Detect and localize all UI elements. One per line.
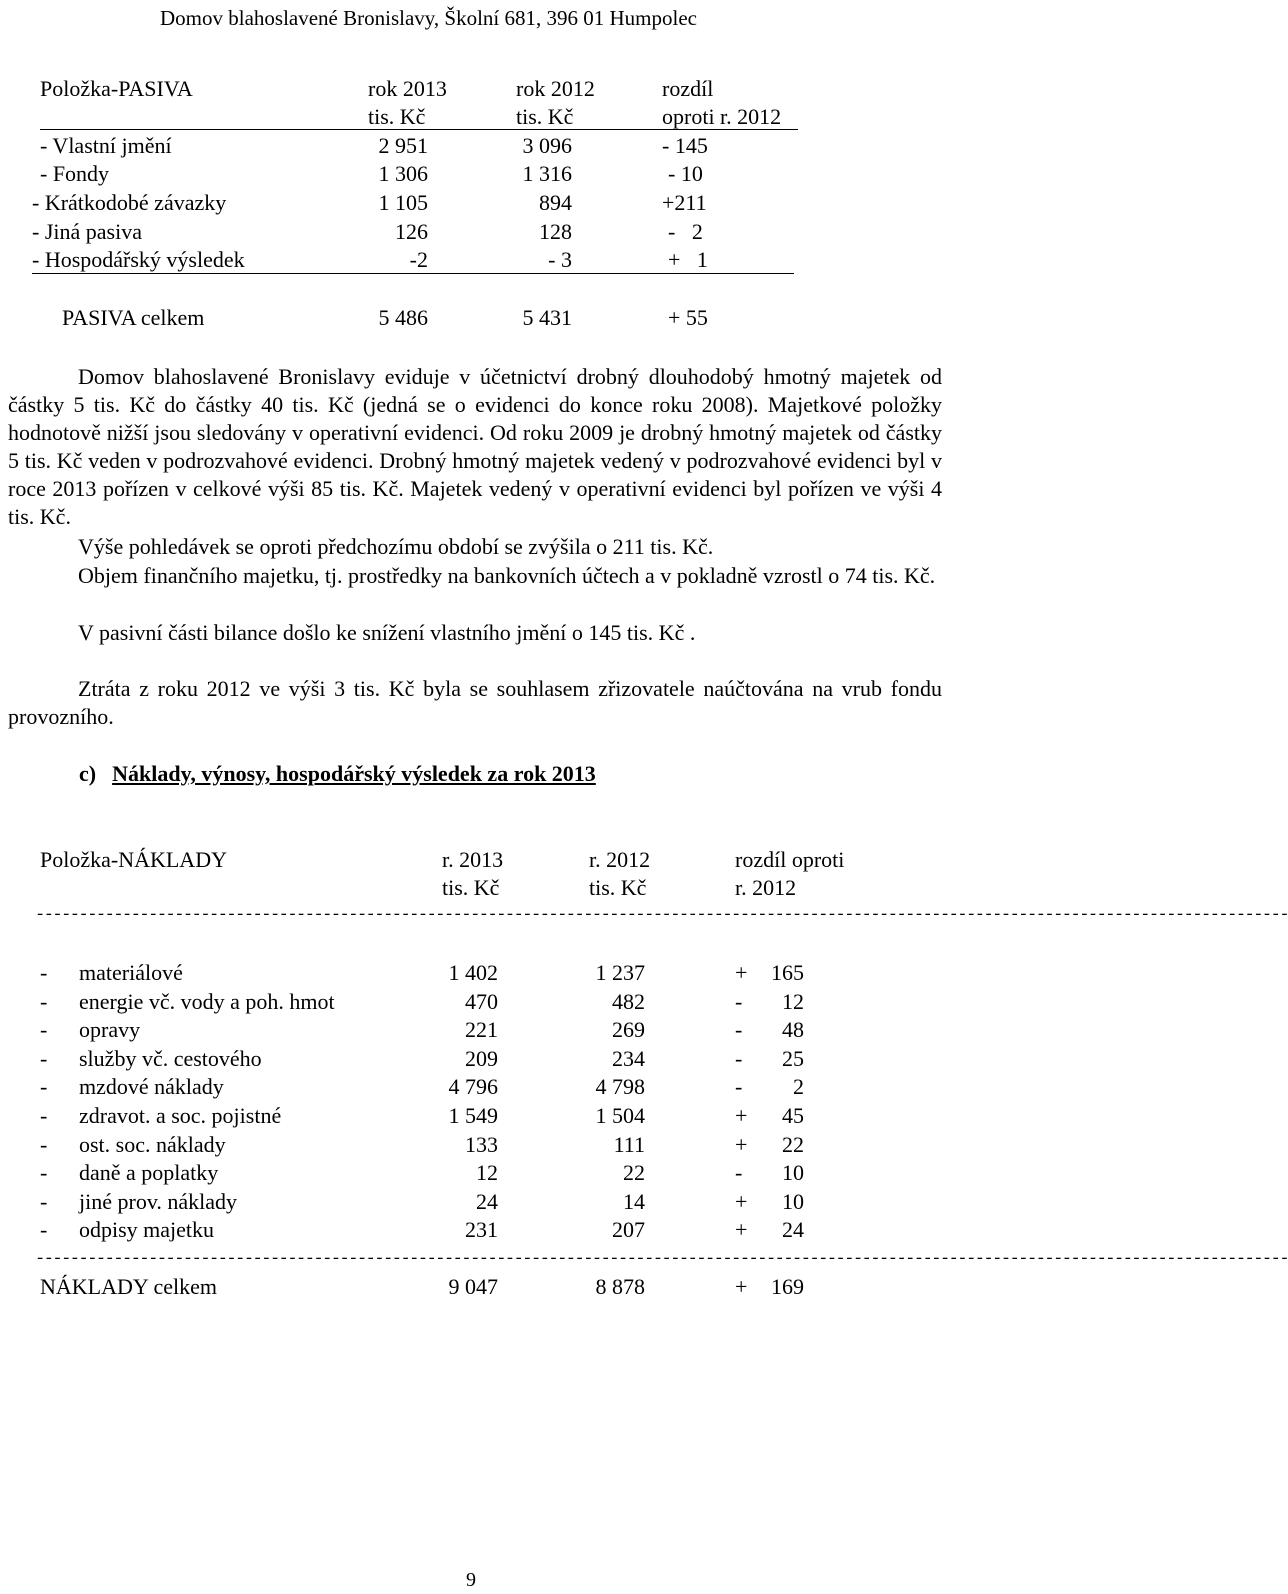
pasiva-row-2012: 894 (539, 190, 572, 215)
pasiva-row-2013: -2 (409, 247, 428, 272)
naklady-row-2012: 482 (612, 989, 645, 1014)
naklady-row-sign: + (735, 1217, 748, 1242)
pasiva-row-2013: 1 306 (378, 161, 428, 186)
section-heading: c) Náklady, výnosy, hospodářský výsledek za rok 2013 (79, 761, 596, 786)
pasiva-head-2012: rok 2012 (516, 76, 595, 101)
paragraph-drobny-majetek: Domov blahoslavené Bronislavy eviduje v účetnictví drobný dlouhodobý hmotný majetek od částky 5 tis. Kč do částky 40 tis. Kč (jedná se o evidenci do konce roku 2008). Majetkové položky hodnotově nižší jsou sledovány v operativní evidenci. Od roku 2009 je drobný hmotný majetek od částky 5 tis. Kč veden v podrozvahové evidenci. Drobný hmotný majetek vedený v podrozvahové evidenci byl v roce 2013 pořízen v celkové výši 85 tis. Kč. Majetek vedený v operativní evidenci byl pořízen ve výši 4 tis. Kč. (8, 364, 942, 529)
naklady-row-2012: 22 (623, 1160, 645, 1185)
naklady-row-2012: 111 (613, 1132, 645, 1157)
naklady-row-sign: - (735, 1017, 743, 1042)
naklady-row-label: ost. soc. náklady (79, 1132, 226, 1157)
pasiva-head-2012-unit: tis. Kč (516, 104, 574, 129)
naklady-row-2013: 1 549 (448, 1103, 498, 1128)
naklady-head-label: Položka-NÁKLADY (40, 847, 227, 872)
naklady-row-sign: + (735, 960, 748, 985)
naklady-total-sign: + (735, 1274, 748, 1299)
pasiva-row-2012: 3 096 (522, 133, 572, 158)
naklady-row-sign: - (735, 1046, 743, 1071)
pasiva-total-label: PASIVA celkem (62, 305, 205, 330)
naklady-row-label: jiné prov. náklady (79, 1189, 238, 1214)
pasiva-total-diff: + 55 (668, 305, 708, 330)
pasiva-row-2013: 2 951 (378, 133, 428, 158)
paragraph-ztrata: Ztráta z roku 2012 ve výši 3 tis. Kč byla se souhlasem zřizovatele naúčtována na vrub fondu provozního. (8, 676, 942, 729)
naklady-row-label: materiálové (79, 960, 183, 985)
naklady-row-2013: 221 (465, 1017, 498, 1042)
naklady-row-diff: 165 (771, 960, 804, 985)
naklady-row-sign: + (735, 1189, 748, 1214)
pasiva-row-label: - Vlastní jmění (40, 133, 172, 158)
pasiva-head-label: Položka-PASIVA (40, 76, 193, 101)
naklady-row-diff: 25 (782, 1046, 804, 1071)
pasiva-row-label: - Jiná pasiva (32, 219, 142, 244)
naklady-row-2013: 231 (465, 1217, 498, 1242)
naklady-row-label: odpisy majetku (79, 1217, 215, 1242)
pasiva-row-diff: - 145 (662, 133, 708, 158)
naklady-row-diff: 22 (782, 1132, 804, 1157)
naklady-row-dash: - (40, 1217, 48, 1242)
naklady-row-2012: 1 504 (595, 1103, 645, 1128)
pasiva-row-diff: + 1 (668, 247, 708, 272)
paragraph-pohledavky: Výše pohledávek se oproti předchozímu období se zvýšila o 211 tis. Kč. (78, 534, 714, 559)
pasiva-head-2013-unit: tis. Kč (368, 104, 426, 129)
naklady-row-diff: 10 (782, 1189, 804, 1214)
naklady-head-2013: r. 2013 (442, 847, 504, 872)
naklady-row-label: mzdové náklady (79, 1074, 224, 1099)
naklady-row-2013: 24 (476, 1189, 498, 1214)
naklady-row-2012: 269 (612, 1017, 645, 1042)
paragraph-vlastni-jmeni: V pasivní části bilance došlo ke snížení vlastního jmění o 145 tis. Kč . (78, 620, 696, 645)
naklady-total-2012: 8 878 (595, 1274, 645, 1299)
naklady-row-2013: 12 (476, 1160, 498, 1185)
naklady-row-2012: 1 237 (595, 960, 645, 985)
naklady-row-2013: 133 (465, 1132, 498, 1157)
naklady-row-label: energie vč. vody a poh. hmot (79, 989, 335, 1014)
naklady-row-2013: 470 (465, 989, 498, 1014)
naklady-row-dash: - (40, 1132, 48, 1157)
naklady-head-2013-unit: tis. Kč (442, 875, 500, 900)
naklady-row-sign: - (735, 1074, 743, 1099)
naklady-row-2013: 1 402 (448, 960, 498, 985)
pasiva-head-diff-sub: oproti r. 2012 (662, 104, 782, 129)
pasiva-row-2013: 126 (395, 219, 428, 244)
page-number: 9 (466, 1569, 476, 1591)
pasiva-row-label: - Hospodářský výsledek (32, 247, 245, 272)
naklady-head-2012-unit: tis. Kč (589, 875, 647, 900)
pasiva-row-label: - Fondy (40, 161, 110, 186)
naklady-dash-rule-top: ------------------------------------------------------------------------------------------------------------------------------------------------ (35, 906, 1288, 925)
naklady-row-diff: 45 (782, 1103, 804, 1128)
naklady-row-diff: 48 (782, 1017, 804, 1042)
naklady-row-2012: 234 (612, 1046, 645, 1071)
naklady-row-2012: 4 798 (595, 1074, 645, 1099)
pasiva-row-2012: 1 316 (522, 161, 572, 186)
naklady-row-2012: 207 (612, 1217, 645, 1242)
naklady-row-sign: + (735, 1132, 748, 1157)
naklady-row-diff: 12 (782, 989, 804, 1014)
pasiva-head-diff: rozdíl (662, 76, 714, 101)
pasiva-total-rule (32, 273, 794, 274)
page-header: Domov blahoslavené Bronislavy, Školní 681, 396 01 Humpolec (160, 6, 697, 30)
pasiva-total-2012: 5 431 (522, 305, 572, 330)
naklady-head-diff: rozdíl oproti (735, 847, 845, 872)
pasiva-row-2012: - 3 (548, 247, 572, 272)
naklady-row-label: zdravot. a soc. pojistné (79, 1103, 282, 1128)
pasiva-row-diff: - 2 (668, 219, 703, 244)
naklady-row-2013: 4 796 (448, 1074, 498, 1099)
pasiva-row-label: - Krátkodobé závazky (32, 190, 227, 215)
naklady-row-sign: - (735, 989, 743, 1014)
naklady-row-dash: - (40, 1103, 48, 1128)
naklady-row-dash: - (40, 1160, 48, 1185)
naklady-row-dash: - (40, 1017, 48, 1042)
naklady-row-2012: 14 (623, 1189, 645, 1214)
naklady-total-2013: 9 047 (448, 1274, 498, 1299)
pasiva-row-2013: 1 105 (378, 190, 428, 215)
naklady-dash-rule-bottom: ------------------------------------------------------------------------------------------------------------------------------------------------ (35, 1250, 1288, 1269)
naklady-row-label: služby vč. cestového (79, 1046, 262, 1071)
naklady-row-dash: - (40, 960, 48, 985)
naklady-head-diff-sub: r. 2012 (735, 875, 797, 900)
naklady-row-dash: - (40, 1074, 48, 1099)
paragraph-financni-majetek: Objem finančního majetku, tj. prostředky na bankovních účtech a v pokladně vzrostl o 74 tis. Kč. (78, 563, 936, 588)
naklady-row-dash: - (40, 1046, 48, 1071)
naklady-row-diff: 10 (782, 1160, 804, 1185)
pasiva-row-2012: 128 (539, 219, 572, 244)
naklady-row-diff: 2 (793, 1074, 804, 1099)
pasiva-head-2013: rok 2013 (368, 76, 447, 101)
naklady-row-label: opravy (79, 1017, 141, 1042)
pasiva-row-diff: +211 (662, 190, 707, 215)
naklady-head-2012: r. 2012 (589, 847, 651, 872)
pasiva-row-diff: - 10 (668, 161, 703, 186)
naklady-row-dash: - (40, 1189, 48, 1214)
naklady-row-diff: 24 (782, 1217, 804, 1242)
pasiva-total-2013: 5 486 (378, 305, 428, 330)
naklady-total-label: NÁKLADY celkem (40, 1274, 217, 1299)
naklady-total-diff: 169 (771, 1274, 804, 1299)
naklady-row-label: daně a poplatky (79, 1160, 219, 1185)
naklady-row-2013: 209 (465, 1046, 498, 1071)
naklady-row-dash: - (40, 989, 48, 1014)
pasiva-header-rule (40, 129, 798, 130)
naklady-row-sign: + (735, 1103, 748, 1128)
naklady-row-sign: - (735, 1160, 743, 1185)
